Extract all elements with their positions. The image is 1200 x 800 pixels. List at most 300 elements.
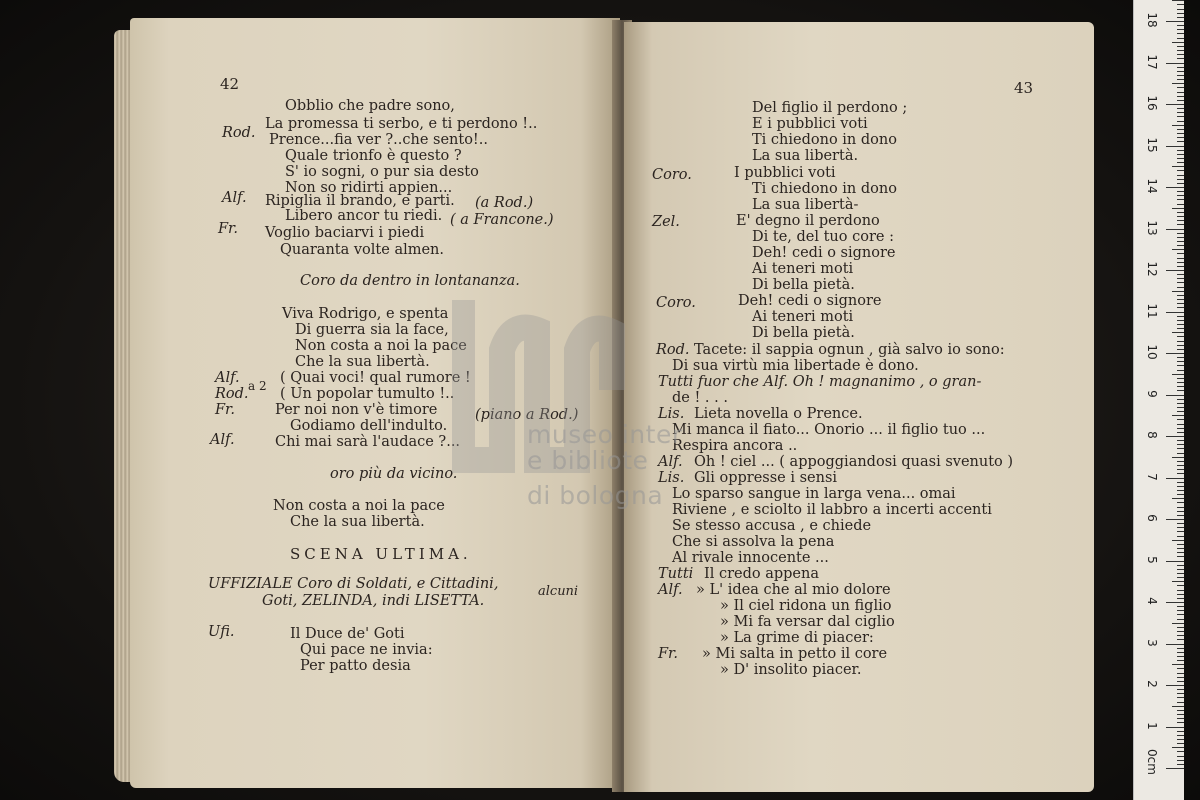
- ruler-tick: [1177, 627, 1184, 628]
- speaker-label: Coro.: [656, 295, 696, 311]
- speaker-label: Alf.: [215, 370, 240, 386]
- ruler-number: 10: [1145, 344, 1159, 360]
- ruler-tick: [1177, 702, 1184, 703]
- verse-line: Quale trionfo è questo ?: [285, 148, 462, 164]
- ruler-tick: [1177, 9, 1184, 10]
- open-book: [112, 10, 1098, 790]
- ruler-tick: [1177, 357, 1184, 358]
- ruler-tick: [1172, 83, 1184, 84]
- verse-line: Qui pace ne invia:: [300, 642, 433, 658]
- verse-line: Che la sua libertà.: [295, 354, 430, 370]
- ruler-tick: [1177, 751, 1184, 752]
- ruler-number: 17: [1145, 53, 1159, 70]
- ruler-tick: [1166, 395, 1184, 396]
- ruler-number: 16: [1145, 95, 1159, 111]
- ruler-tick: [1172, 249, 1184, 250]
- ruler-tick: [1177, 361, 1184, 362]
- ruler-tick: [1177, 428, 1184, 429]
- verse-line: Che la sua libertà.: [290, 514, 425, 530]
- ruler-number: 5: [1145, 555, 1159, 564]
- ruler-tick: [1177, 316, 1184, 317]
- verse-line: Di bella pietà.: [752, 277, 855, 293]
- ruler-tick: [1177, 212, 1184, 213]
- verse-line: I pubblici voti: [734, 165, 836, 181]
- stage-direction: oro più da vicino.: [330, 466, 458, 482]
- ruler-tick: [1177, 511, 1184, 512]
- ruler-tick: [1166, 685, 1184, 686]
- ruler-tick: [1177, 341, 1184, 342]
- ruler-tick: [1177, 295, 1184, 296]
- speaker-label: Rod.: [215, 386, 249, 402]
- ruler-tick: [1177, 370, 1184, 371]
- ruler-tick: [1177, 432, 1184, 433]
- verse-line: Gli oppresse i sensi: [694, 470, 838, 486]
- ruler-tick: [1177, 565, 1184, 566]
- verse-line: Il credo appena: [704, 566, 820, 582]
- verse-line: Lieta novella o Prence.: [694, 406, 863, 422]
- right-page: [624, 22, 1094, 792]
- ruler-tick: [1177, 502, 1184, 503]
- verse-line: Non costa a noi la pace: [295, 338, 467, 354]
- ruler-tick: [1166, 21, 1184, 22]
- ruler-tick: [1177, 216, 1184, 217]
- ruler-tick: [1177, 58, 1184, 59]
- ruler-tick: [1177, 38, 1184, 39]
- ruler-tick: [1177, 714, 1184, 715]
- ruler-tick: [1177, 307, 1184, 308]
- ruler-tick: [1166, 768, 1184, 769]
- ruler-tick: [1177, 399, 1184, 400]
- ruler-tick: [1172, 498, 1184, 499]
- ruler-tick: [1177, 345, 1184, 346]
- speaker-label: Rod.: [656, 342, 690, 358]
- ruler-tick: [1172, 332, 1184, 333]
- verse-line: Respira ancora ..: [672, 438, 798, 454]
- ruler-tick: [1166, 187, 1184, 188]
- scene-heading: SCENA ULTIMA.: [290, 545, 472, 563]
- stage-direction: (piano a Rod.): [475, 407, 579, 423]
- verse-line: Riviene , e sciolto il labbro a incerti accenti: [672, 502, 992, 518]
- stage-direction: (a Rod.): [475, 195, 534, 211]
- ruler-tick: [1177, 129, 1184, 130]
- ruler-tick: [1177, 237, 1184, 238]
- ruler-tick: [1177, 710, 1184, 711]
- ruler-tick: [1177, 199, 1184, 200]
- ruler-number: 3: [1145, 638, 1159, 647]
- ruler-tick: [1177, 17, 1184, 18]
- ruler-tick: [1172, 374, 1184, 375]
- verse-line: Oh ! ciel ... ( appoggiandosi quasi svenuto ): [694, 454, 1014, 470]
- ruler-tick: [1177, 403, 1184, 404]
- verse-line: Chi mai sarà l'audace ?...: [275, 434, 461, 450]
- ruler-tick: [1177, 656, 1184, 657]
- ruler-tick: [1177, 299, 1184, 300]
- stage-direction: ( a Francone.): [450, 212, 554, 228]
- verse-line: E i pubblici voti: [752, 116, 868, 132]
- ruler-tick: [1172, 623, 1184, 624]
- ruler-tick: [1177, 71, 1184, 72]
- speaker-label: Tutti: [658, 566, 694, 582]
- ruler-tick: [1177, 444, 1184, 445]
- cast-list: Goti, ZELINDA, indi LISETTA.: [262, 593, 485, 609]
- ruler-tick: [1177, 258, 1184, 259]
- ruler-tick: [1177, 494, 1184, 495]
- ruler-tick: [1177, 378, 1184, 379]
- left-page: [130, 18, 620, 788]
- ruler-tick: [1166, 270, 1184, 271]
- ruler-tick: [1177, 469, 1184, 470]
- ruler-tick: [1177, 54, 1184, 55]
- verse-line: Non so ridirti appien...: [285, 180, 453, 196]
- ruler-tick: [1166, 478, 1184, 479]
- verse-line: » Mi salta in petto il core: [702, 646, 888, 662]
- page-number: 42: [220, 75, 240, 93]
- ruler-tick: [1177, 108, 1184, 109]
- ruler-tick: [1172, 706, 1184, 707]
- ruler-tick: [1177, 67, 1184, 68]
- ruler-tick: [1177, 253, 1184, 254]
- ruler-tick: [1177, 46, 1184, 47]
- ruler-tick: [1177, 515, 1184, 516]
- verse-line: Tacete: il sappia ognun , già salvo io sono:: [694, 342, 1005, 358]
- verse-line: Viva Rodrigo, e spenta: [282, 306, 449, 322]
- ruler-tick: [1177, 328, 1184, 329]
- ruler-tick: [1177, 507, 1184, 508]
- ruler-tick: [1177, 722, 1184, 723]
- ruler-tick: [1177, 577, 1184, 578]
- speaker-label: Alf.: [658, 582, 683, 598]
- ruler-tick: [1177, 635, 1184, 636]
- ruler-tick: [1166, 353, 1184, 354]
- ruler-number: 12: [1145, 261, 1159, 277]
- verse-line: Ti chiedono in dono: [752, 132, 897, 148]
- ruler-number: 15: [1145, 136, 1159, 153]
- verse-line: Di sua virtù mia libertade è dono.: [672, 358, 919, 374]
- verse-line: » L' idea che al mio dolore: [696, 582, 891, 598]
- ruler-tick: [1177, 87, 1184, 88]
- ruler-tick: [1177, 179, 1184, 180]
- ruler-number: 18: [1145, 12, 1159, 28]
- ruler-tick: [1177, 743, 1184, 744]
- stage-direction: Coro da dentro in lontananza.: [300, 273, 520, 289]
- verse-line: Che si assolva la pena: [672, 534, 835, 550]
- ruler-tick: [1177, 133, 1184, 134]
- ruler-tick: [1172, 0, 1184, 1]
- ruler-tick: [1177, 614, 1184, 615]
- ruler-tick: [1172, 125, 1184, 126]
- ruler-tick: [1177, 241, 1184, 242]
- verse-line: Per noi non v'è timore: [275, 402, 438, 418]
- speaker-label: Zel.: [652, 214, 680, 230]
- verse-line: » D' insolito piacer.: [720, 662, 862, 678]
- ruler-tick: [1177, 523, 1184, 524]
- ruler-tick: [1177, 606, 1184, 607]
- measurement-ruler: [1133, 0, 1184, 800]
- ruler-tick: [1177, 96, 1184, 97]
- ruler-tick: [1177, 673, 1184, 674]
- speaker-label: Rod.: [222, 125, 256, 141]
- ruler-tick: [1172, 457, 1184, 458]
- ruler-tick: [1177, 652, 1184, 653]
- verse-line: Del figlio il perdono ;: [752, 100, 908, 116]
- ruler-tick: [1166, 229, 1184, 230]
- verse-line: Di guerra sia la face,: [295, 322, 449, 338]
- ruler-tick: [1172, 540, 1184, 541]
- ruler-tick: [1177, 154, 1184, 155]
- ruler-tick: [1177, 13, 1184, 14]
- ruler-tick: [1177, 473, 1184, 474]
- ruler-tick: [1177, 158, 1184, 159]
- ruler-tick: [1177, 220, 1184, 221]
- ruler-tick: [1172, 415, 1184, 416]
- ruler-tick: [1177, 336, 1184, 337]
- ruler-tick: [1172, 42, 1184, 43]
- ruler-tick: [1177, 419, 1184, 420]
- speaker-label: Fr.: [658, 646, 679, 662]
- ruler-tick: [1177, 631, 1184, 632]
- ruler-tick: [1172, 208, 1184, 209]
- ruler-tick: [1177, 183, 1184, 184]
- ruler-tick: [1177, 390, 1184, 391]
- verse-line: Non costa a noi la pace: [273, 498, 445, 514]
- ruler-tick: [1177, 689, 1184, 690]
- ruler-tick: [1177, 527, 1184, 528]
- ruler-tick: [1172, 747, 1184, 748]
- ruler-tick: [1177, 590, 1184, 591]
- ruler-number: 13: [1145, 219, 1159, 236]
- ruler-tick: [1177, 668, 1184, 669]
- verse-line: Libero ancor tu riedi.: [285, 208, 443, 224]
- ruler-tick: [1177, 490, 1184, 491]
- ruler-tick: [1177, 569, 1184, 570]
- ruler-tick: [1177, 245, 1184, 246]
- page-number: 43: [1014, 79, 1034, 97]
- verse-line: La sua libertà.: [752, 148, 859, 164]
- ruler-tick: [1172, 664, 1184, 665]
- ruler-tick: [1166, 602, 1184, 603]
- ruler-number: 9: [1145, 389, 1159, 398]
- ruler-tick: [1177, 324, 1184, 325]
- speaker-label: Alf.: [222, 190, 247, 206]
- verse-line: La promessa ti serbo, e ti perdono !..: [265, 116, 538, 132]
- verse-line: Deh! cedi o signore: [752, 245, 896, 261]
- ruler-tick: [1177, 137, 1184, 138]
- verse-line: Ti chiedono in dono: [752, 181, 897, 197]
- ruler-tick: [1166, 146, 1184, 147]
- ruler-tick: [1177, 278, 1184, 279]
- ruler-tick: [1177, 100, 1184, 101]
- ruler-tick: [1172, 166, 1184, 167]
- ruler-tick: [1177, 594, 1184, 595]
- ruler-tick: [1177, 233, 1184, 234]
- ruler-tick: [1177, 677, 1184, 678]
- ruler-tick: [1177, 735, 1184, 736]
- ruler-tick: [1177, 141, 1184, 142]
- ruler-number: 2: [1145, 680, 1159, 688]
- verse-line: Per patto desia: [300, 658, 411, 674]
- ruler-number: 6: [1145, 514, 1159, 522]
- ruler-tick: [1177, 739, 1184, 740]
- ruler-tick: [1177, 760, 1184, 761]
- verse-line: Ripiglia il brando, e parti.: [265, 193, 455, 209]
- ruler-tick: [1177, 287, 1184, 288]
- ruler-tick: [1172, 291, 1184, 292]
- ruler-number: 11: [1145, 302, 1159, 319]
- ruler-tick: [1166, 436, 1184, 437]
- ruler-tick: [1166, 644, 1184, 645]
- ruler-tick: [1177, 536, 1184, 537]
- ruler-tick: [1177, 29, 1184, 30]
- ruler-tick: [1177, 191, 1184, 192]
- ruler-tick: [1177, 619, 1184, 620]
- verse-line: Voglio baciarvi i piedi: [265, 225, 425, 241]
- ruler-number: 1: [1145, 721, 1159, 730]
- verse-line: » Mi fa versar dal ciglio: [720, 614, 895, 630]
- ruler-tick: [1177, 50, 1184, 51]
- ruler-tick: [1177, 92, 1184, 93]
- ruler-tick: [1177, 531, 1184, 532]
- verse-line: Di bella pietà.: [752, 325, 855, 341]
- ruler-tick: [1177, 548, 1184, 549]
- ruler-tick: [1166, 561, 1184, 562]
- ruler-number: 14: [1145, 178, 1159, 194]
- verse-line: Ai teneri moti: [752, 309, 854, 325]
- speaker-label: Coro.: [652, 167, 692, 183]
- ruler-tick: [1177, 573, 1184, 574]
- ruler-tick: [1177, 150, 1184, 151]
- watermark-text-3: di bologna: [527, 481, 664, 510]
- ruler-tick: [1177, 482, 1184, 483]
- speaker-label: Alf.: [210, 432, 235, 448]
- ruler-tick: [1177, 162, 1184, 163]
- verse-line: Al rivale innocente ...: [672, 550, 829, 566]
- ruler-number: 7: [1145, 472, 1159, 481]
- verse-line: Di te, del tuo core :: [752, 229, 894, 245]
- ruler-number: 8: [1145, 431, 1159, 439]
- verse-line: Il Duce de' Goti: [290, 626, 405, 642]
- ruler-tick: [1177, 386, 1184, 387]
- speaker-label: Fr.: [218, 221, 239, 237]
- speaker-label: Ufi.: [208, 624, 235, 640]
- ruler-tick: [1177, 639, 1184, 640]
- ruler-tick: [1177, 610, 1184, 611]
- ruler-tick: [1177, 175, 1184, 176]
- ruler-tick: [1166, 104, 1184, 105]
- ruler-tick: [1177, 465, 1184, 466]
- verse-line: ( Quai voci! qual rumore !: [280, 370, 471, 386]
- ruler-tick: [1177, 486, 1184, 487]
- ruler-tick: [1172, 581, 1184, 582]
- ruler-tick: [1177, 660, 1184, 661]
- verse-line: Godiamo dell'indulto.: [290, 418, 448, 434]
- ruler-tick: [1177, 556, 1184, 557]
- ruler-tick: [1177, 274, 1184, 275]
- ruler-tick: [1177, 764, 1184, 765]
- ruler-tick: [1177, 731, 1184, 732]
- ruler-tick: [1177, 365, 1184, 366]
- ruler-tick: [1177, 262, 1184, 263]
- ruler-tick: [1177, 75, 1184, 76]
- ruler-tick: [1177, 25, 1184, 26]
- verse-line: Quaranta volte almen.: [280, 242, 445, 258]
- ruler-tick: [1177, 693, 1184, 694]
- ruler-tick: [1177, 718, 1184, 719]
- ruler-tick: [1177, 33, 1184, 34]
- ruler-tick: [1177, 648, 1184, 649]
- verse-line: La sua libertà-: [752, 197, 859, 213]
- verse-line: de ! . . .: [672, 390, 728, 406]
- ruler-tick: [1177, 4, 1184, 5]
- ruler-number: 4: [1145, 597, 1159, 605]
- verse-line: Obblio che padre sono,: [285, 98, 455, 114]
- ruler-tick: [1166, 312, 1184, 313]
- ruler-tick: [1177, 79, 1184, 80]
- ruler-tick: [1166, 63, 1184, 64]
- ruler-tick: [1177, 349, 1184, 350]
- ruler-tick: [1177, 382, 1184, 383]
- speaker-label: Lis.: [658, 470, 685, 486]
- ruler-tick: [1177, 121, 1184, 122]
- verse-line: Prence...fia ver ?..che sento!..: [269, 132, 488, 148]
- ruler-tick: [1177, 552, 1184, 553]
- ruler-unit-label: 0cm: [1145, 749, 1159, 775]
- ruler-tick: [1166, 519, 1184, 520]
- ruler-tick: [1177, 116, 1184, 117]
- verse-line: Tutti fuor che Alf. Oh ! magnanimo , o gran-: [658, 374, 982, 390]
- verse-line: S' io sogni, o pur sia desto: [285, 164, 479, 180]
- verse-line: Se stesso accusa , e chiede: [672, 518, 872, 534]
- verse-line: Deh! cedi o signore: [738, 293, 882, 309]
- cast-list: alcuni: [538, 584, 579, 599]
- ruler-tick: [1177, 282, 1184, 283]
- ruler-tick: [1177, 407, 1184, 408]
- ruler-tick: [1177, 303, 1184, 304]
- ruler-tick: [1166, 727, 1184, 728]
- verse-line: ( Un popolar tumulto !..: [280, 386, 455, 402]
- ruler-tick: [1177, 195, 1184, 196]
- ruler-tick: [1177, 448, 1184, 449]
- ruler-tick: [1177, 585, 1184, 586]
- ruler-tick: [1177, 598, 1184, 599]
- speaker-label: Alf.: [658, 454, 683, 470]
- ruler-tick: [1177, 411, 1184, 412]
- verse-line: E' degno il perdono: [736, 213, 880, 229]
- ruler-tick: [1177, 424, 1184, 425]
- watermark-text: museo inter: [527, 420, 683, 449]
- cast-list: UFFIZIALE Coro di Soldati, e Cittadini,: [208, 576, 499, 592]
- ruler-tick: [1177, 461, 1184, 462]
- ruler-tick: [1177, 681, 1184, 682]
- ruler-tick: [1177, 697, 1184, 698]
- ruler-tick: [1177, 756, 1184, 757]
- ruler-tick: [1177, 544, 1184, 545]
- ruler-tick: [1177, 440, 1184, 441]
- ruler-tick: [1177, 453, 1184, 454]
- verse-line: » La grime di piacer:: [720, 630, 874, 646]
- verse-line: Lo sparso sangue in larga vena... omai: [672, 486, 956, 502]
- ruler-tick: [1177, 320, 1184, 321]
- ruler-tick: [1177, 266, 1184, 267]
- ruler-tick: [1177, 224, 1184, 225]
- verse-line: Ai teneri moti: [752, 261, 854, 277]
- verse-line: » Il ciel ridona un figlio: [720, 598, 892, 614]
- speaker-label: Fr.: [215, 402, 236, 418]
- watermark-text: e bibliote: [527, 446, 649, 475]
- ruler-tick: [1177, 204, 1184, 205]
- ruler-tick: [1177, 170, 1184, 171]
- a-due-marker: a 2: [248, 379, 267, 393]
- ruler-tick: [1177, 112, 1184, 113]
